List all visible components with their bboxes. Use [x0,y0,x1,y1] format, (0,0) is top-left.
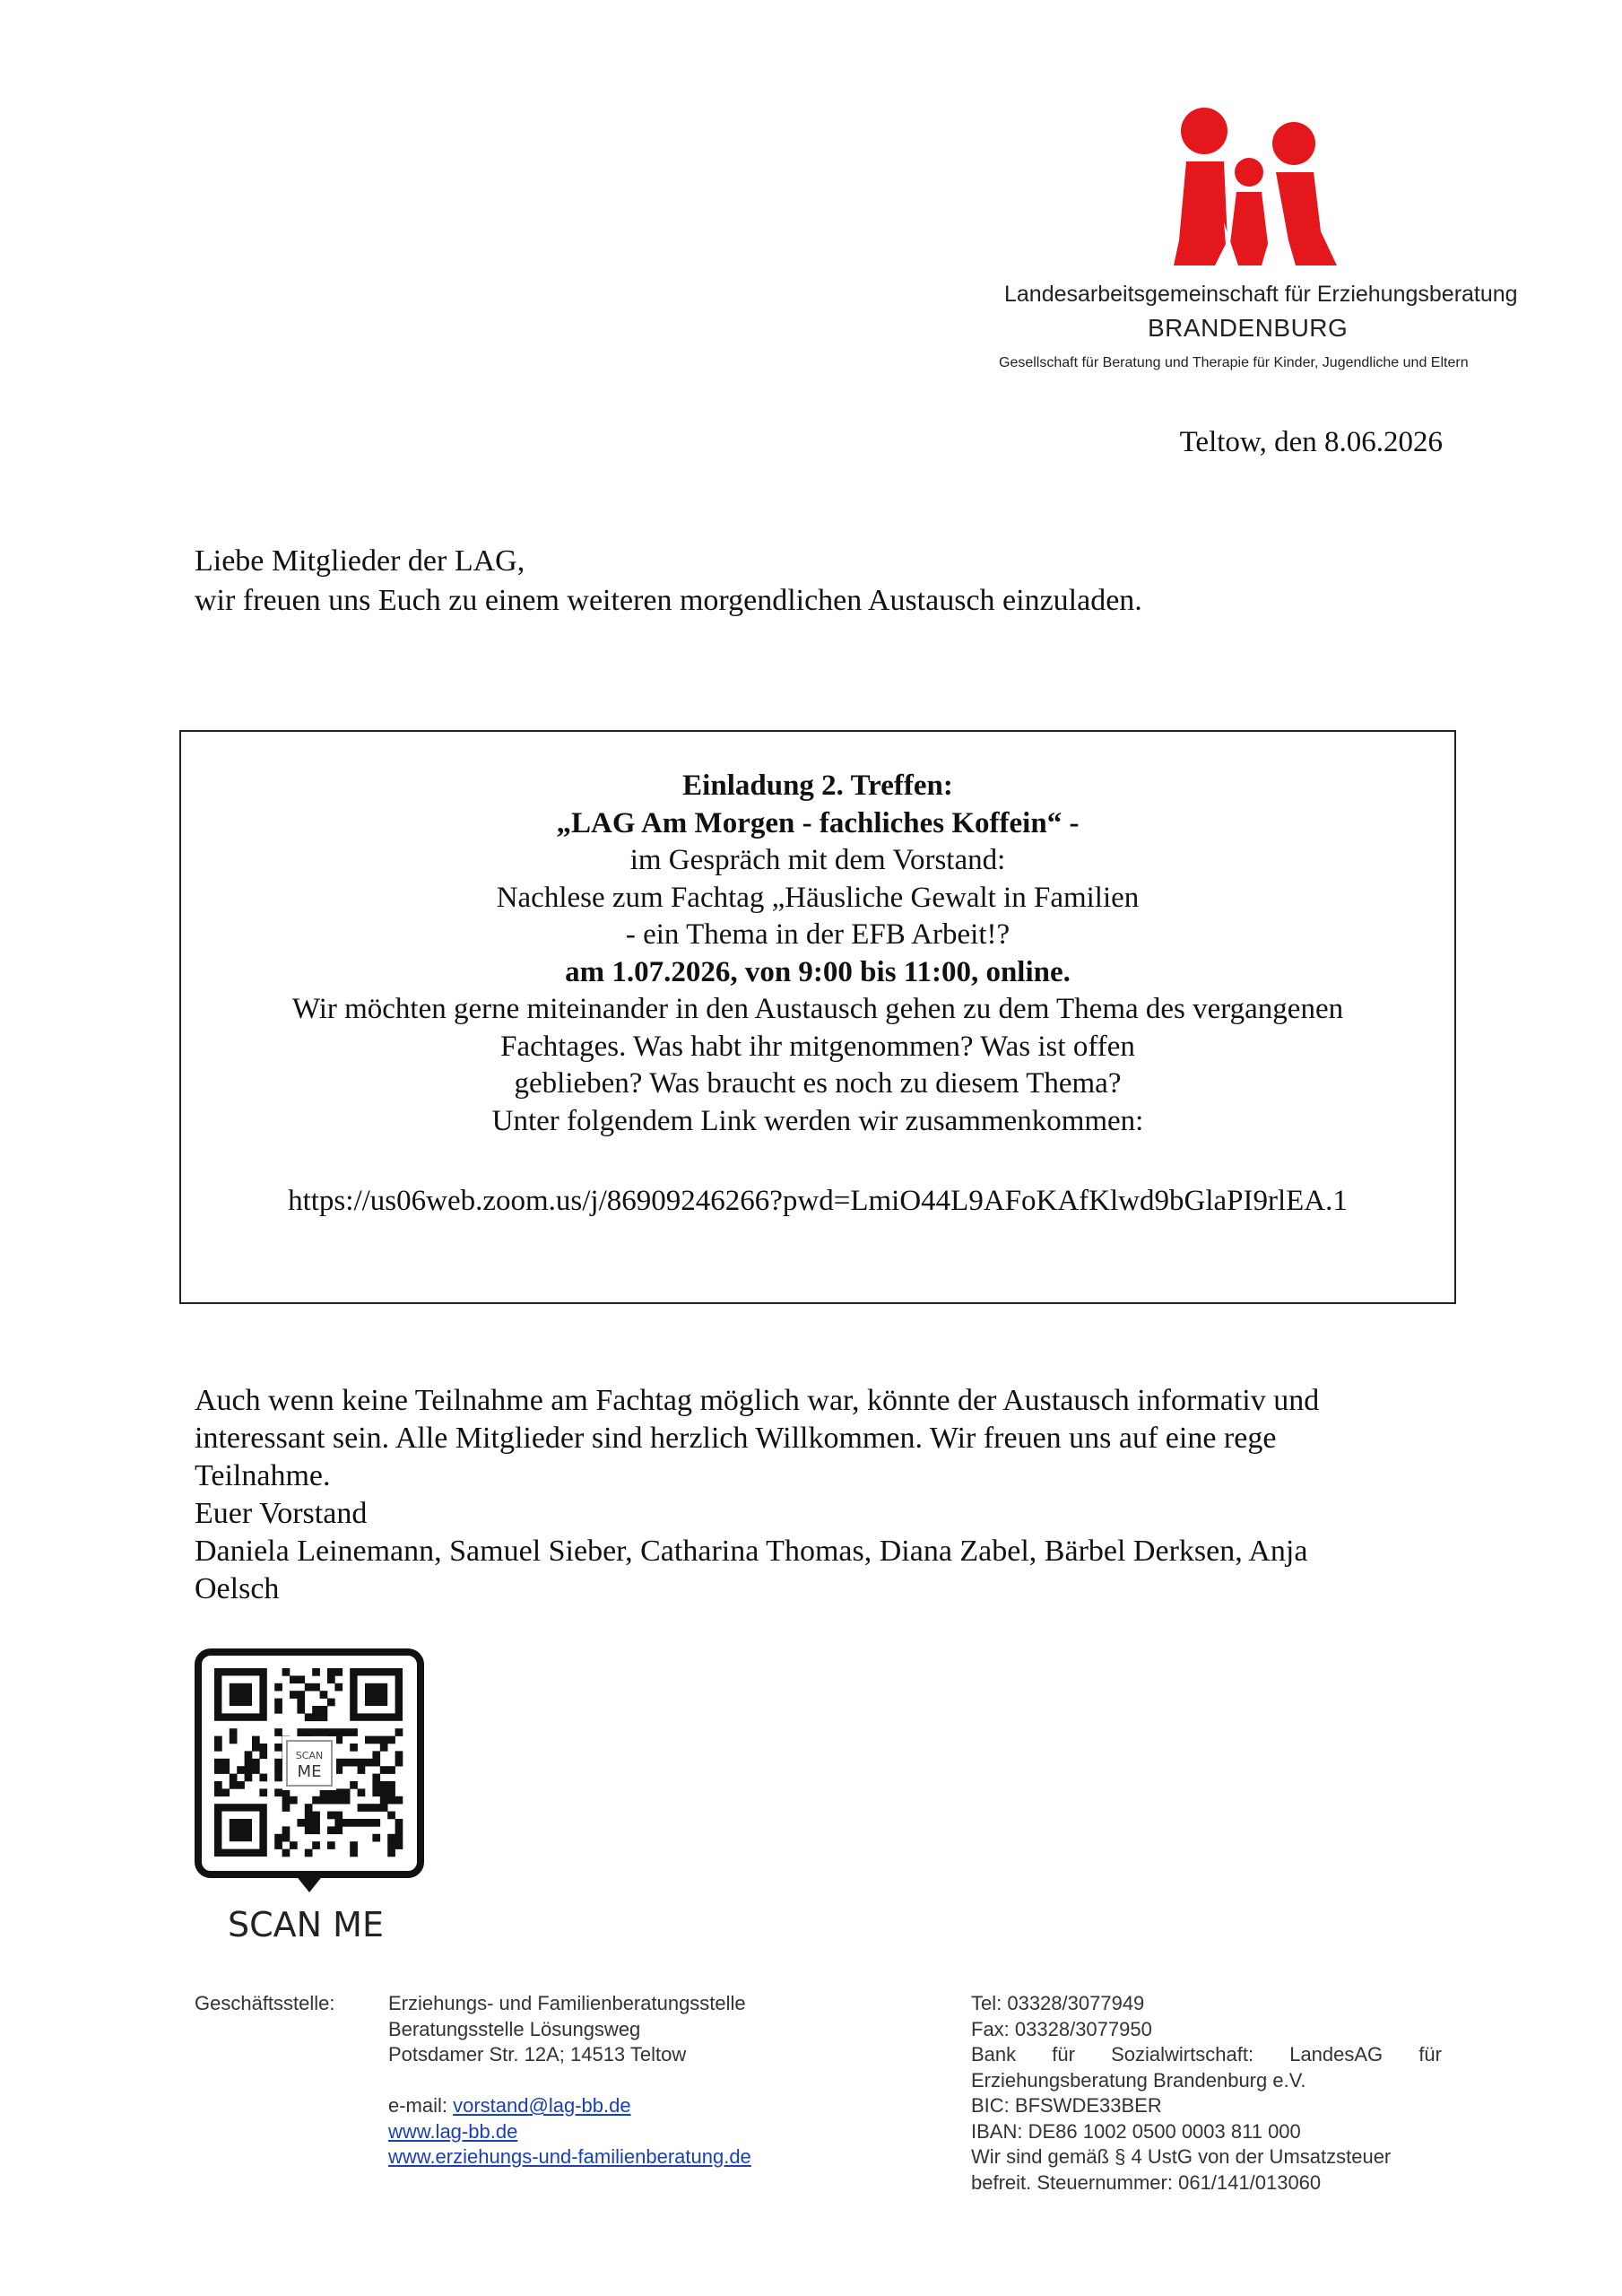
qr-code-icon [195,1648,424,1910]
footer-label: Geschäftsstelle: [195,1992,335,2014]
footer-address [388,1991,751,2170]
website-link[interactable]: www.lag-bb.de [388,2119,518,2143]
invitation-body-line: Wir möchten gerne miteinander in den Austausch gehen zu dem Thema des vergangenen [291,993,1344,1025]
scan-me-label: SCAN ME [228,1905,384,1944]
bank-name: Bank für Sozialwirtschaft: LandesAG für [971,2043,1442,2066]
qr-badge-text: ME [297,1762,322,1781]
logo-tagline: Gesellschaft für Beratung und Therapie für Kinder, Jugendliche und Eltern [999,355,1469,370]
invitation-date-time: am 1.07.2026, von 9:00 bis 11:00, online. [565,955,1071,988]
email-link[interactable]: vorstand@lag-bb.de [453,2094,631,2117]
zoom-link[interactable]: https://us06web.zoom.us/j/86909246266?pwd=LmiO44L9AFoKAfKlwd9bGlaPI9rlEA.1 [288,1185,1348,1217]
email-label: e-mail: [388,2094,454,2117]
iban: IBAN: DE86 1002 0500 0003 811 000 [971,2119,1301,2143]
lag-figures-logo-icon [1161,106,1340,267]
closing-text [195,1382,1468,1608]
organization-logo [999,106,1518,384]
tax-number: befreit. Steuernummer: 061/141/013060 [971,2170,1322,2194]
email-line [388,2093,751,2119]
logo-region: BRANDENBURG [1148,314,1349,342]
board-names: Oelsch [195,1572,280,1605]
invitation-body-line: Fachtages. Was habt ihr mitgenommen? Was ist offen [500,1030,1135,1063]
bic: BIC: BFSWDE33BER [971,2094,1162,2117]
invitation-body-line: Unter folgendem Link werden wir zusammenkommen: [491,1104,1144,1137]
signature-greeting: Euer Vorstand [195,1497,368,1530]
qr-code[interactable] [195,1648,424,1910]
invitation-subtitle: „LAG Am Morgen - fachliches Koffein“ - [556,806,1080,839]
invitation-line: Nachlese zum Fachtag „Häusliche Gewalt in Familien [496,881,1140,914]
fax: Fax: 03328/3077950 [971,2017,1152,2040]
board-names: Daniela Leinemann, Samuel Sieber, Catharina Thomas, Diana Zabel, Bärbel Derksen, Anja [195,1535,1308,1568]
address-line: Beratungsstelle Lösungsweg [388,2017,641,2040]
invitation-box [179,730,1456,1304]
address-line: Erziehungs- und Familienberatungsstelle [388,1992,746,2014]
closing-line: interessant sein. Alle Mitglieder sind herzlich Willkommen. Wir freuen uns auf eine rege [195,1422,1277,1455]
intro-line: wir freuen uns Euch zu einem weiteren morgendlichen Austausch einzuladen. [195,584,1142,617]
closing-line: Teilnahme. [195,1459,331,1492]
qr-badge-text: SCAN [295,1750,324,1761]
invitation-body-line: geblieben? Was braucht es noch zu diesem Thema? [514,1067,1122,1100]
bank-account-holder: Erziehungsberatung Brandenburg e.V. [971,2068,1306,2092]
invitation-title: Einladung 2. Treffen: [682,770,953,802]
salutation-line: Liebe Mitglieder der LAG, [195,544,525,578]
invitation-text [181,768,1454,1140]
tax-note: Wir sind gemäß § 4 UstG von der Umsatzsteuer [971,2145,1392,2168]
letter-date: Teltow, den 8.06.2026 [1179,426,1443,458]
closing-line: Auch wenn keine Teilnahme am Fachtag möglich war, könnte der Austausch informativ und [195,1384,1320,1417]
invitation-line: - ein Thema in der EFB Arbeit!? [625,918,1010,951]
logo-org-name: Landesarbeitsgemeinschaft für Erziehungsberatung [1004,282,1518,307]
website-link[interactable]: www.erziehungs-und-familienberatung.de [388,2145,751,2168]
address-line: Potsdamer Str. 12A; 14513 Teltow [388,2043,687,2066]
footer-contact-bank [971,1991,1442,2196]
salutation [195,542,1142,621]
invitation-line: im Gespräch mit dem Vorstand: [629,844,1006,876]
phone: Tel: 03328/3077949 [971,1992,1145,2014]
